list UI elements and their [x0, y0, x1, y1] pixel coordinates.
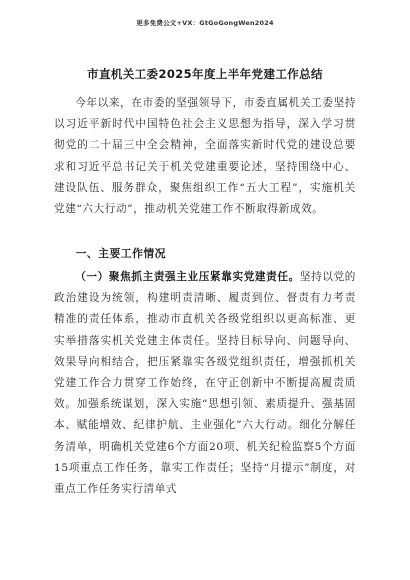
- subsection-text: [54, 267, 356, 500]
- document-title: 市直机关工委2025年度上半年党建工作总结: [87, 67, 323, 81]
- intro-text: 今年以来，在市委的坚强领导下，市委直属机关工委坚持以习近平新时代中国特色社会主义思想为指导，深入学习贯彻党的二十届三中全会精神，全面落实新时代党的建设总要求和习近平总书记关于机关党建重要论述，坚持围绕中心、建设队伍、服务群众，聚焦组织工作“五大工程”，实施机关党建“六大行动”，推动机关党建工作不断取得新成效。: [54, 97, 356, 216]
- subsection-body: 坚持以党的政治建设为统领，构建明责清晰、履责到位、督责有力考责精准的责任体系，推动市直机关各级党组织以更高标准、更实举措落实机关党建主体责任。坚持目标导向、问题导向、效果导向相结合，把压紧靠实各级党组织责任，增强抓机关党建工作合力贯穿工作始终，在守正创新中不断提高履责质效。加强系统谋划，深入实施“思想引领、素质提升、强基固本、赋能增效、纪律护航、主业强化”六大行动。细化分解任务清单，明确机关党建6个方面20项、机关纪检监察5个方面15项重点工作任务，靠实工作责任；坚持“月提示”制度，对重点工作任务实行清单式: [54, 271, 357, 496]
- subsection-heading: （一）聚焦抓主责强主业压紧靠实党建责任。: [75, 271, 300, 283]
- subsection-paragraph: [54, 267, 356, 500]
- intro-paragraph: [54, 93, 356, 220]
- header-note: 更多免费公文+VX：GtGoGongWen2024: [136, 19, 274, 27]
- section-heading: 一、主要工作情况: [75, 247, 166, 260]
